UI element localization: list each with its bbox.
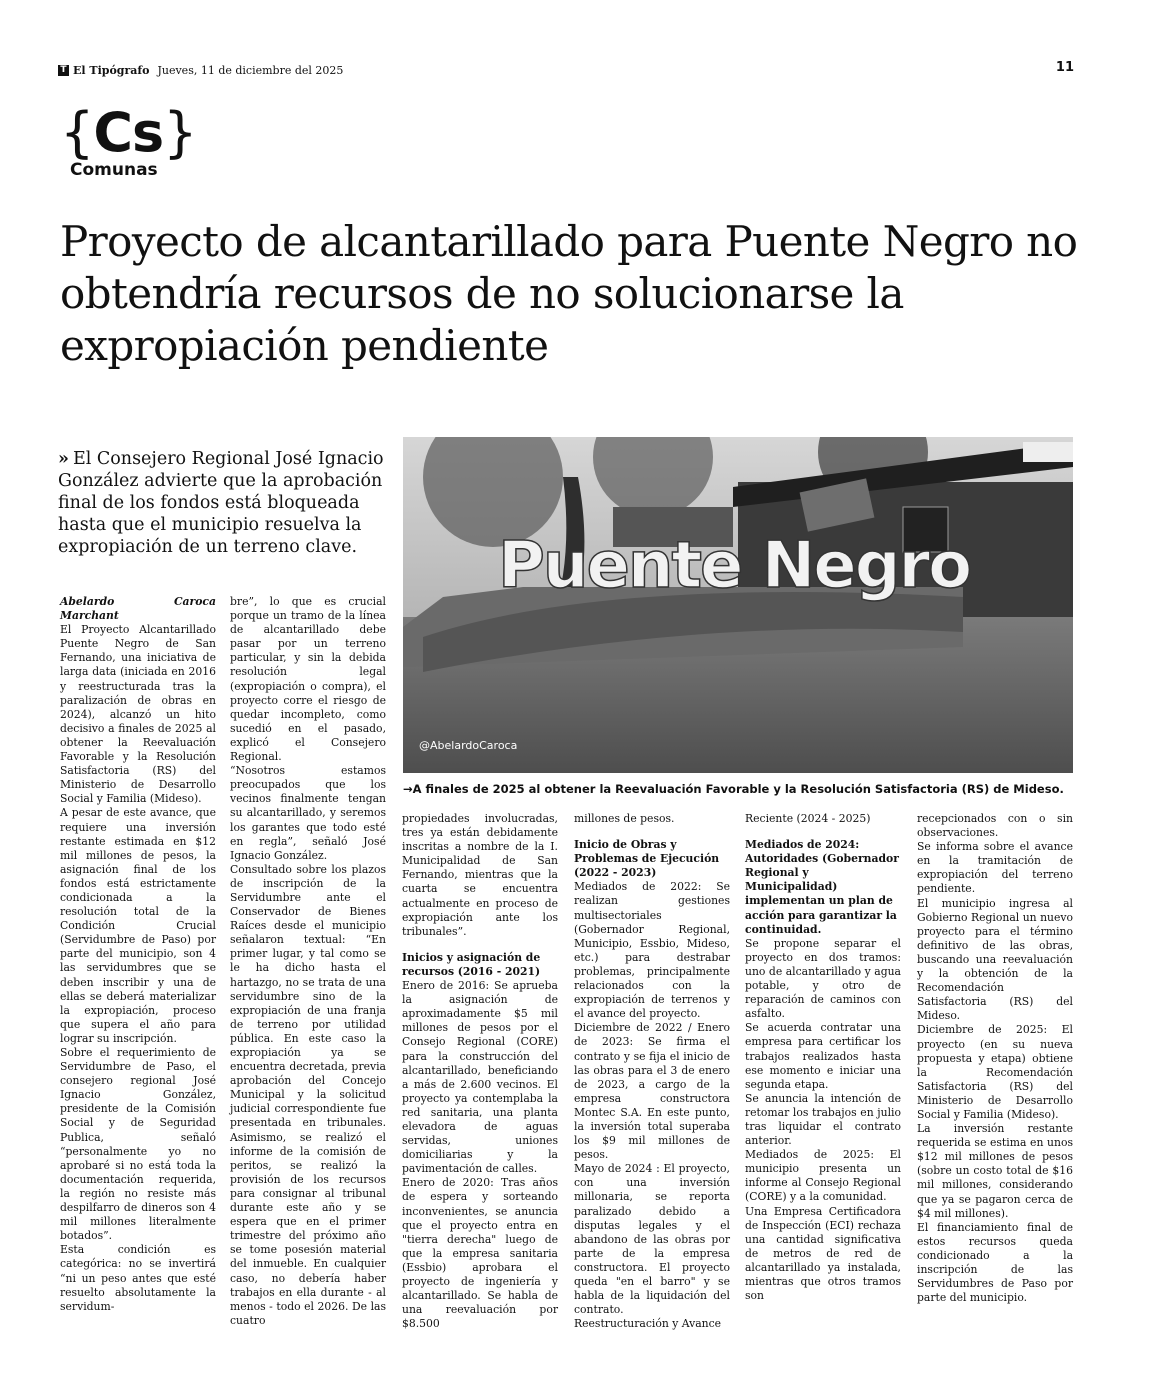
sign-puente-negro: Puente Negro xyxy=(498,529,971,603)
caption-arrow-icon: → xyxy=(403,782,413,796)
paragraph: Mediados de 2025: El municipio presenta un informe al Consejo Regional (CORE) y a la comunidad. xyxy=(745,1148,901,1204)
article-column-1 xyxy=(60,595,216,1314)
paragraph: El municipio ingresa al Gobierno Regional un nuevo proyecto para el término definitivo de las obras, buscando una reevaluación y la obtención de la Recomendación Satisfactoria (RS) del Mideso. xyxy=(917,896,1073,1023)
paragraph: Sobre el requerimiento de Servidumbre de Paso, el consejero regional José Ignacio González, presidente de la Comisión Social y de Seguridad Publica, señaló “personalmente yo no aprobaré si no está toda la documentación requerida, la región no resiste más despilfarro de dineros son 4 mil millones literalmente botados”. xyxy=(60,1046,216,1243)
subheading: Inicio de Obras y Problemas de Ejecución (2022 - 2023) xyxy=(574,838,720,880)
paragraph: Se informa sobre el avance en la tramitación de expropiación del terreno pendiente. xyxy=(917,840,1073,896)
newspaper-logo-icon: T xyxy=(58,65,69,76)
paragraph: propiedades involucradas, tres ya están debidamente inscritas a nombre de la I. Municipalidad de San Fernando, mientras que la cuarta se encuentra actualmente en proceso de expropiación ante los tribunales”. xyxy=(402,812,558,938)
photo-watermark: @AbelardoCaroca xyxy=(419,739,518,752)
paragraph: millones de pesos. xyxy=(574,812,675,825)
issue-date: Jueves, 11 de diciembre del 2025 xyxy=(157,63,344,77)
dek-marker: » xyxy=(58,449,69,469)
page-header xyxy=(58,60,1074,80)
caption-text: A finales de 2025 al obtener la Reevaluación Favorable y la Resolución Satisfactoria (RS) de Mideso. xyxy=(412,782,1064,796)
paragraph: Consultado sobre los plazos de inscripción de la Servidumbre ante el Conservador de Bienes Raíces desde el municipio señalaron textual: “En primer lugar, y tal como se le ha dicho hasta el hartazgo, no se trata de una servidumbre sino de la expropiación de una franja de terreno por utilidad pública. En este caso la expropiación ya se encuentra decretada, previa aprobación del Concejo Municipal y la solicitud judicial correspondiente fue presentada en tribunales. Asimismo, se realizó el informe de la comisión de peritos, se realizó la provisión de los recursos para consignar al tribunal durante este año y se espera que en el primer trimestre del próximo año se tome posesión material del inmueble. En cualquier caso, no debería haber trabajos en ella durante - al menos - todo el 2026. De las cuatro xyxy=(230,862,386,1327)
paragraph: Esta condición es categórica: no se invertirá “ni un peso antes que esté resuelto absolutamente la servidum- xyxy=(60,1243,216,1313)
newspaper-name: El Tipógrafo xyxy=(73,63,150,77)
paragraph: Reestructuración y Avance xyxy=(574,1317,722,1331)
article-headline: Proyecto de alcantarillado para Puente Negro no obtendría recursos de no solucionarse la expropiación pendiente xyxy=(60,217,1078,370)
brace-open: { xyxy=(60,101,94,164)
brace-close: } xyxy=(163,101,197,164)
paragraph: El financiamiento final de estos recursos queda condicionado a la inscripción de las Servidumbres de Paso por parte del municipio. xyxy=(917,1220,1073,1305)
article-column-2 xyxy=(230,595,386,1328)
photo-illustration xyxy=(403,437,1073,773)
section-label xyxy=(60,100,197,180)
article-photo xyxy=(403,437,1073,773)
dek-text: El Consejero Regional José Ignacio González advierte que la aprobación final de los fondos está bloqueada hasta que el municipio resuelva la expropiación de un terreno clave. xyxy=(58,449,384,557)
article-column-3 xyxy=(402,812,558,1331)
paragraph: Mediados de 2022: Se realizan gestiones multisectoriales (Gobernador Regional, Municipio, Essbio, Mideso, etc.) para destrabar problemas, principalmente relacionados con la expropiación de terrenos y el avance del proyecto. xyxy=(574,880,730,1021)
paragraph: recepcionados con o sin observaciones. xyxy=(917,812,1073,840)
photo-caption xyxy=(403,782,1083,796)
paragraph: Se propone separar el proyecto en dos tramos: uno de alcantarillado y agua potable, y otro de reparación de caminos con asfalto. xyxy=(745,936,901,1021)
paragraph: La inversión restante requerida se estima en unos $12 mil millones de pesos (sobre un costo total de $16 mil millones, considerando que ya se pagaron cerca de $4 mil millones). xyxy=(917,1122,1073,1220)
section-abbrev: Cs xyxy=(93,101,164,164)
paragraph: A pesar de este avance, que requiere una inversión restante estimada en $12 mil millones de pesos, la asignación final de los fondos está estrictamente condicionada a la resolución total de la Condición Crucial (Servidumbre de Paso) por parte del municipio, son 4 las servidumbres que se deben inscribir y una de ellas se deberá materializar la expropiación, proceso que supera el año para lograr su inscripción. xyxy=(60,806,216,1045)
section-name: Comunas xyxy=(70,160,158,180)
paragraph: Una Empresa Certificadora de Inspección (ECI) rechaza una cantidad significativa de metros de red de alcantarillado ya instalada, mientras que otros tramos son xyxy=(745,1204,901,1303)
paragraph: Enero de 2016: Se aprueba la asignación de aproximadamente $5 mil millones de pesos por el Consejo Regional (CORE) para la construcción del alcantarillado, beneficiando a más de 2.600 vecinos. El proyecto ya contemplaba la red sanitaria, una planta elevadora de aguas servidas, uniones domiciliarias y la pavimentación de calles. xyxy=(402,979,558,1176)
paragraph: Se anuncia la intención de retomar los trabajos en julio tras liquidar el contrato anterior. xyxy=(745,1091,901,1148)
article-column-4 xyxy=(574,812,730,1331)
subheading: Inicios y asignación de recursos (2016 - 2021) xyxy=(402,950,541,978)
article-column-6 xyxy=(917,812,1073,1305)
paragraph: Diciembre de 2025: El proyecto (en su nueva propuesta y etapa) obtiene la Recomendación Satisfactoria (RS) del Ministerio de Desarrollo Social y Familia (Mideso). xyxy=(917,1023,1073,1121)
paragraph: “Nosotros estamos preocupados que los vecinos finalmente tengan su alcantarillado, y seremos los garantes que todo esté en regla”, señaló José Ignacio González. xyxy=(230,764,386,862)
paragraph: Diciembre de 2022 / Enero de 2023: Se firma el contrato y se fija el inicio de las obras para el 3 de enero de 2023, a cargo de la empresa constructora Montec S.A. En este punto, la inversión total superaba los $9 mil millones de pesos. xyxy=(574,1021,730,1162)
subheading: Mediados de 2024: Autoridades (Gobernador Regional y Municipalidad) implementan un plan de acción para garantizar la continuidad. xyxy=(745,838,899,936)
paragraph: bre”, lo que es crucial porque un tramo de la línea de alcantarillado debe pasar por un terreno particular, y sin la debida resolución legal (expropiación o compra), el proyecto corre el riesgo de quedar incompleto, como sucedió en el pasado, explicó el Consejero Regional. xyxy=(230,595,386,764)
page-number: 11 xyxy=(1055,60,1074,75)
article-dek xyxy=(58,448,388,558)
paragraph: Enero de 2020: Tras años de espera y sorteando inconvenientes, se anuncia que el proyecto entra en "tierra derecha" luego de que la empresa sanitaria (Essbio) aprobara el proyecto de ingeniería y alcantarillado. Se habla de una reevaluación por $8.500 xyxy=(402,1176,558,1331)
article-column-5 xyxy=(745,812,901,1303)
section-mark xyxy=(60,100,197,166)
paragraph: Se acuerda contratar una empresa para certificar los trabajos realizados hasta ese momento e iniciar una segunda etapa. xyxy=(745,1021,901,1091)
paragraph: Mayo de 2024 : El proyecto, con una inversión millonaria, se reporta paralizado debido a disputas legales y el abandono de las obras por parte de la empresa constructora. El proyecto queda "en el barro" y se habla de la liquidación del contrato. xyxy=(574,1162,730,1317)
byline: Abelardo Caroca Marchant xyxy=(60,595,216,623)
paragraph: El Proyecto Alcantarillado Puente Negro de San Fernando, una iniciativa de larga data (iniciada en 2016 y reestructurada tras la paralización de obras en 2024), alcanzó un hito decisivo a finales de 2025 al obtener la Reevaluación Favorable y la Resolución Satisfactoria (RS) del Ministerio de Desarrollo Social y Familia (Mideso). xyxy=(60,623,216,806)
paragraph: Reciente (2024 - 2025) xyxy=(745,812,871,825)
